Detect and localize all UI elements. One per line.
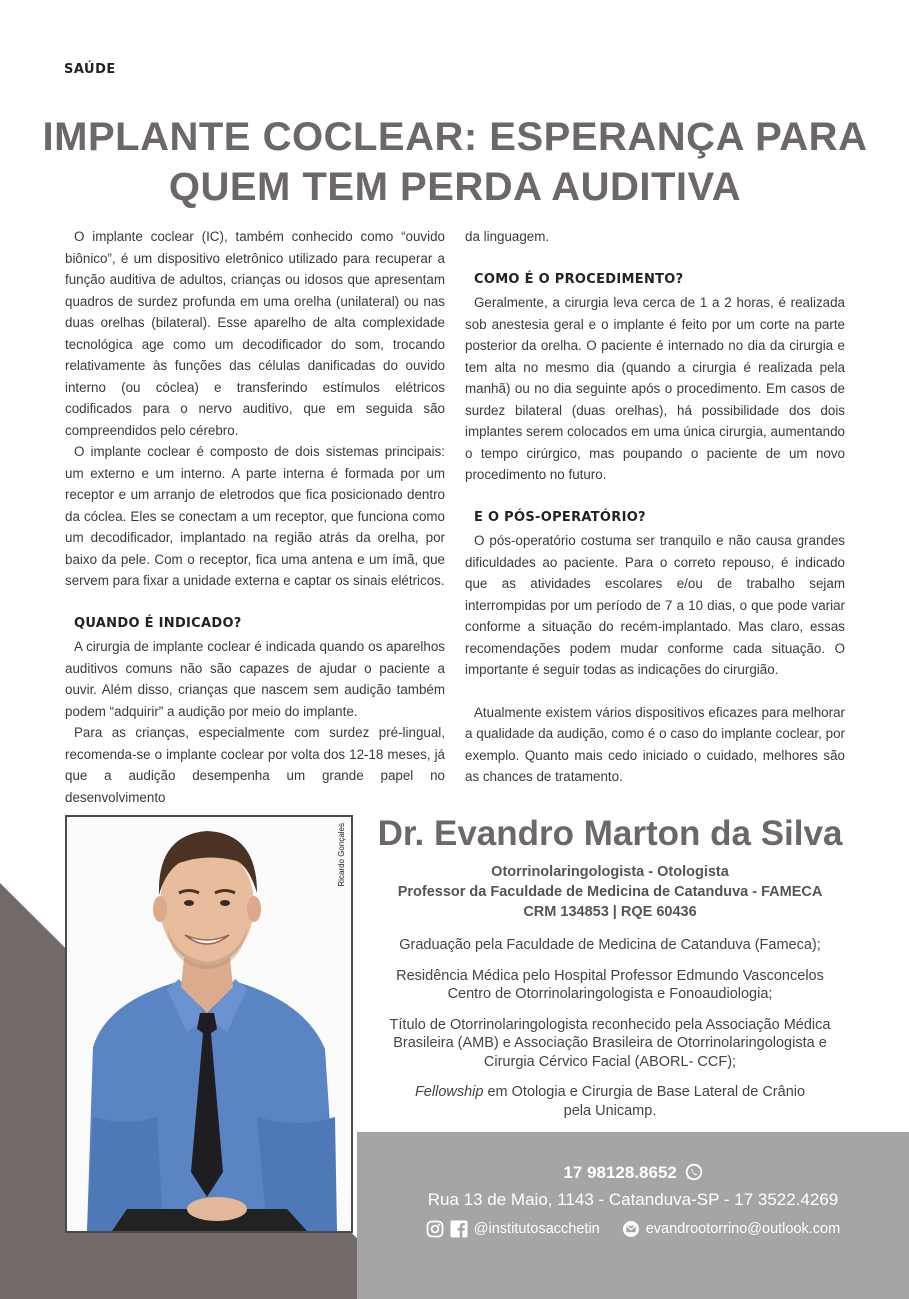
paragraph: O implante coclear é composto de dois sistemas principais: um externo e um interno. A parte interna é formada por um receptor e um arranjo de eletrodos que fica posicionado dentro da cóclea. Eles se conectam a um receptor, que funciona como um decodificador, implantado na região atrás da orelha, por baixo da pele. Com o receptor, fica uma antena e um ímã, que servem para fixar a unidade externa e captar os sinais elétricos. (65, 444, 445, 588)
email-icon (622, 1220, 640, 1238)
subheading-como: COMO É O PROCEDIMENTO? (474, 271, 684, 287)
article-column-right (465, 226, 845, 788)
doctor-titles: Otorrinolaringologista - Otologista Professor da Faculdade de Medicina de Catanduva - FAMECA CRM 134853 | RQE 60436 (397, 864, 823, 920)
paragraph-continuation: da linguagem. (465, 229, 550, 244)
paragraph: Atualmente existem vários dispositivos eficazes para melhorar a qualidade da audição, como é o caso do implante coclear, por exemplo. Quanto mais cedo iniciado o cuidado, melhores são as chances de tratamento. (465, 704, 845, 784)
credential-fellowship: Fellowship em Otologia e Cirurgia de Base Lateral de Crânio pela Unicamp. (414, 1084, 806, 1119)
doctor-portrait-illustration (67, 817, 351, 1231)
credential-graduation: Graduação pela Faculdade de Medicina de Catanduva (Fameca); (399, 937, 821, 953)
doctor-photo (65, 815, 353, 1233)
instagram-icon[interactable] (426, 1220, 444, 1238)
article-column-left (65, 226, 445, 808)
social-handle[interactable]: @institutosacchetin (473, 1221, 600, 1237)
contact-phone[interactable]: 17 98128.8652 (357, 1163, 909, 1183)
section-tag: SAÚDE (64, 62, 116, 77)
doctor-name: Dr. Evandro Marton da Silva (377, 814, 843, 853)
photo-credit: Ricardo Gonçales (337, 823, 346, 887)
contact-address: Rua 13 de Maio, 1143 - Catanduva-SP - 17 3522.4269 (427, 1190, 839, 1209)
article-headline: IMPLANTE COCLEAR: ESPERANÇA PARA QUEM TEM PERDA AUDITIVA (42, 115, 868, 209)
paragraph: O implante coclear (IC), também conhecido como “ouvido biônico”, é um dispositivo eletrônico utilizado para recuperar a função auditiva de adultos, crianças ou idosos que apresentam quadros de surdez profunda em uma orelha (unilateral) ou nas duas orelhas (bilateral). Esse aparelho de alta complexidade tecnológica age como um decodificador do som, trocando relativamente às funções das células danificadas do ouvido interno (ou cóclea) e transferindo estímulos elétricos codificados para o nervo auditivo, que em seguida são compreendidos pelo cérebro. (65, 229, 445, 438)
doctor-profile (360, 812, 860, 1120)
paragraph: Geralmente, a cirurgia leva cerca de 1 a 2 horas, é realizada sob anestesia geral e o implante é feito por um corte na parte posterior da orelha. O paciente é internado no dia da cirurgia e tem alta no mesmo dia (quando a cirurgia é realizada pela manhã) ou no dia seguinte após o procedimento. Em casos de surdez bilateral (duas orelhas), há possibilidade dos dois implantes serem colocados em uma única cirurgia, aumentando o tempo cirúrgico, mas poupando o paciente de um novo procedimento no futuro. (465, 295, 845, 482)
facebook-icon[interactable] (450, 1220, 468, 1238)
subheading-quando: QUANDO É INDICADO? (74, 615, 242, 631)
paragraph: O pós-operatório costuma ser tranquilo e não causa grandes dificuldades ao paciente. Para o correto repouso, é indicado que as atividades escolares e/ou de trabalho sejam interrompidas por um período de 7 a 10 dias, o que pode variar conforme a situação do recém-implantado. Mas claro, essas recomendações podem mudar conforme cada situação. O importante é seguir todas as indicações do cirurgião. (465, 533, 845, 677)
credential-residency: Residência Médica pelo Hospital Professor Edmundo Vasconcelos Centro de Otorrinolaringologista e Fonoaudiologia; (396, 967, 824, 1002)
subheading-pos: E O PÓS-OPERATÓRIO? (474, 509, 646, 525)
credential-title: Título de Otorrinolaringologista reconhecido pela Associação Médica Brasileira (AMB) e Associação Brasileira de Otorrinolaringologista e Cirurgia Cérvico Facial (ABORL- CCF); (389, 1016, 831, 1070)
contact-band (357, 1132, 909, 1299)
contact-socials (357, 1220, 909, 1238)
whatsapp-icon (685, 1163, 703, 1181)
contact-email[interactable]: evandrootorrino@outlook.com (645, 1221, 841, 1237)
paragraph: Para as crianças, especialmente com surdez pré-lingual, recomenda-se o implante coclear por volta dos 12-18 meses, já que a audição desempenha um grande papel no desenvolvimento (65, 725, 445, 805)
paragraph: A cirurgia de implante coclear é indicada quando os aparelhos auditivos comuns não são capazes de ajudar o paciente a ouvir. Além disso, crianças que nascem sem audição também podem “adquirir” a audição por meio do implante. (65, 639, 445, 719)
